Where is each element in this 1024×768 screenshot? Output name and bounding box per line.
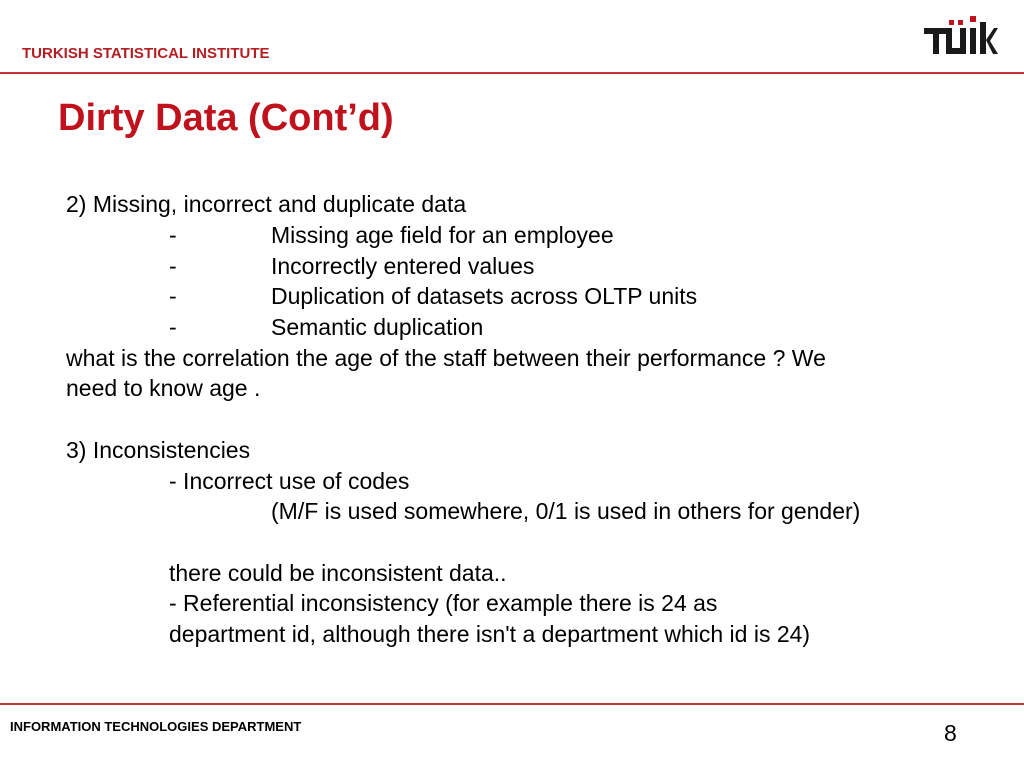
footer-department: INFORMATION TECHNOLOGIES DEPARTMENT <box>10 719 302 734</box>
section-2-heading: 2) Missing, incorrect and duplicate data <box>66 191 467 217</box>
bullet-text: Incorrectly entered values <box>271 253 535 279</box>
bullet-text: Semantic duplication <box>271 314 484 340</box>
tuik-logo <box>922 14 998 56</box>
bullet-dash: - <box>169 314 177 340</box>
codes-item: - Incorrect use of codes <box>169 468 410 494</box>
slide-title: Dirty Data (Cont’d) <box>58 97 394 139</box>
footer-divider <box>0 703 1024 705</box>
bullet-text: Duplication of datasets across OLTP units <box>271 283 698 309</box>
bullet-dash: - <box>169 253 177 279</box>
inconsistent-note: there could be inconsistent data.. <box>169 560 507 586</box>
bullet-dash: - <box>169 283 177 309</box>
section-3-heading: 3) Inconsistencies <box>66 437 251 463</box>
bullet-dash: - <box>169 222 177 248</box>
page-number: 8 <box>944 720 957 746</box>
question-line-2: need to know age . <box>66 375 261 401</box>
referential-line-1: - Referential inconsistency (for example there is 24 as <box>169 590 718 616</box>
codes-example: (M/F is used somewhere, 0/1 is used in others for gender) <box>271 498 861 524</box>
referential-line-2: department id, although there isn't a department which id is 24) <box>169 621 811 647</box>
question-line-1: what is the correlation the age of the staff between their performance ? We <box>66 345 826 371</box>
bullet-text: Missing age field for an employee <box>271 222 614 248</box>
institute-name: TURKISH STATISTICAL INSTITUTE <box>22 45 270 62</box>
header-divider <box>0 72 1024 74</box>
